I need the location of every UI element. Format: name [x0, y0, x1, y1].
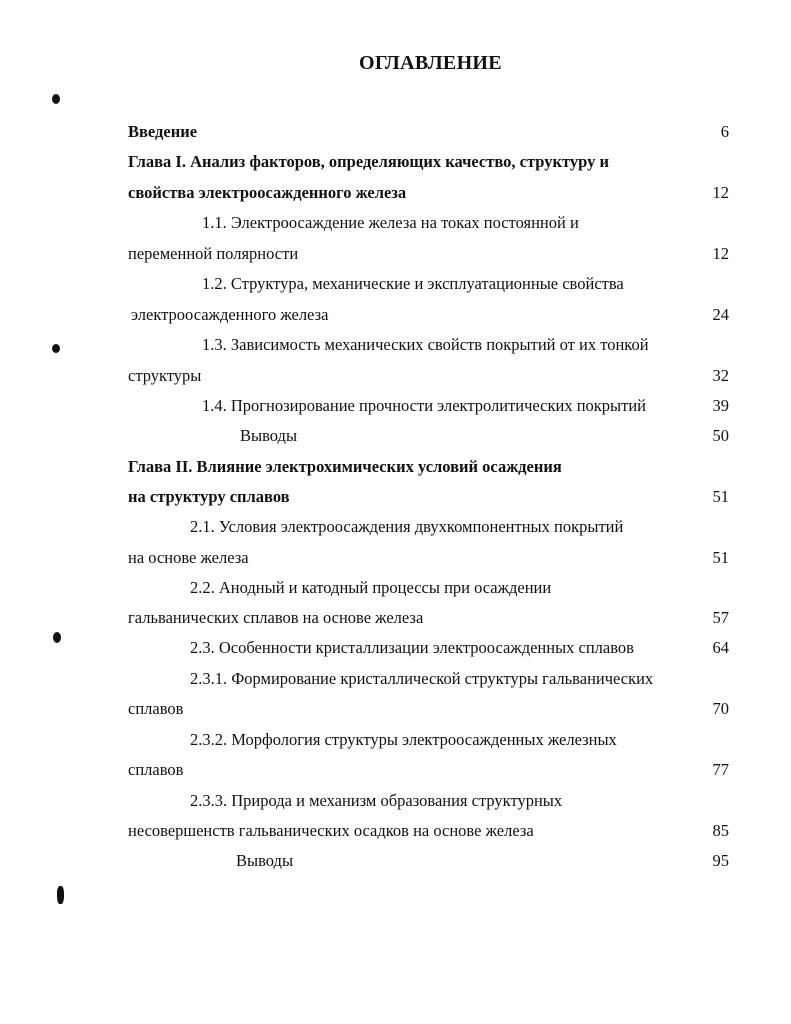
- toc-page-number: 24: [712, 305, 729, 324]
- toc-page-number: 64: [712, 638, 729, 657]
- toc-entry-text: 1.3. Зависимость механических свойств покрытий от их тонкой: [202, 335, 649, 354]
- toc-page-number: 51: [712, 487, 729, 506]
- toc-page-number: 39: [712, 396, 729, 415]
- toc-page-number: 6: [720, 122, 729, 141]
- toc-page-number: 12: [712, 244, 729, 263]
- toc-entry-text: свойства электроосажденного железа: [128, 183, 407, 202]
- scan-speck: [57, 886, 64, 904]
- toc-entry-text: Глава II. Влияние электрохимических условий осаждения: [128, 457, 562, 476]
- toc-entry-text: Введение: [128, 122, 198, 141]
- toc-entry-text: сплавов: [128, 760, 184, 779]
- toc-page-number: 57: [712, 608, 729, 627]
- toc-entry-text: сплавов: [128, 699, 184, 718]
- toc-page-number: 50: [712, 426, 729, 445]
- toc-entry-text: Глава I. Анализ факторов, определяющих качество, структуру и: [128, 152, 609, 171]
- toc-entry-text: 1.4. Прогнозирование прочности электролитических покрытий: [202, 396, 646, 415]
- toc-entry-text: 2.3.2. Морфология структуры электроосажденных железных: [190, 730, 617, 749]
- toc-entry-text: 1.2. Структура, механические и эксплуатационные свойства: [202, 274, 624, 293]
- toc-page-number: 77: [712, 760, 729, 779]
- scan-speck: [52, 344, 60, 353]
- toc-entry-text: 1.1. Электроосаждение железа на токах постоянной и: [202, 213, 579, 232]
- toc-entry-text: 2.3.1. Формирование кристаллической структуры гальванических: [190, 669, 654, 688]
- toc-entry-text: электроосажденного железа: [131, 305, 329, 324]
- toc-page-number: 95: [712, 851, 729, 870]
- toc-entry-text: гальванических сплавов на основе железа: [128, 608, 424, 627]
- toc-page-number: 85: [712, 821, 729, 840]
- toc-page-number: 70: [712, 699, 729, 718]
- toc-page-number: 32: [712, 366, 729, 385]
- scan-speck: [52, 94, 60, 104]
- toc-entry-text: 2.3. Особенности кристаллизации электроосажденных сплавов: [190, 638, 634, 657]
- toc-page-number: 12: [712, 183, 729, 202]
- toc-entry-text: переменной полярности: [128, 244, 299, 263]
- toc-entry-text: 2.2. Анодный и катодный процессы при осаждении: [190, 578, 552, 597]
- toc-entry-text: несовершенств гальванических осадков на основе железа: [128, 821, 534, 840]
- toc-entry-text: на структуру сплавов: [128, 487, 290, 506]
- toc-entry-text: структуры: [128, 366, 202, 385]
- toc-entry-text: Выводы: [240, 426, 298, 445]
- toc-entry-text: Выводы: [236, 851, 294, 870]
- page-title: ОГЛАВЛЕНИЕ: [359, 52, 502, 74]
- toc-entry-text: 2.1. Условия электроосаждения двухкомпонентных покрытий: [190, 517, 624, 536]
- toc-entry-text: 2.3.3. Природа и механизм образования структурных: [190, 791, 563, 810]
- toc-entry-text: на основе железа: [128, 548, 249, 567]
- toc-page-number: 51: [712, 548, 729, 567]
- scan-speck: [53, 632, 61, 643]
